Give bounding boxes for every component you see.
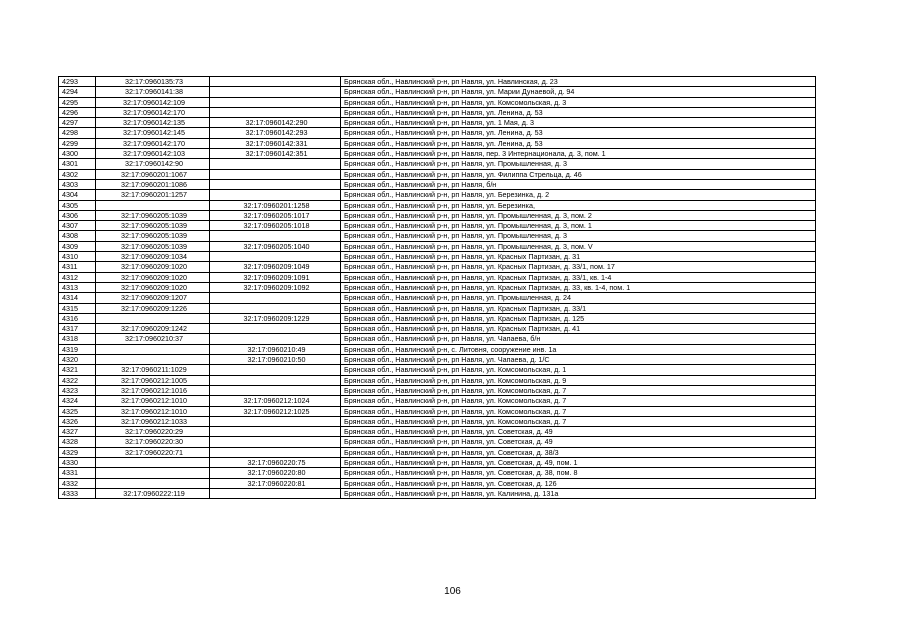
row-number-cell: 4321 xyxy=(59,365,96,375)
cadastral-register-table xyxy=(58,76,816,499)
address-cell: Брянская обл., Навлинский р-н, рп Навля, ул. Промышленная, д. 3, пом. 2 xyxy=(341,210,816,220)
related-cadastral-number-cell xyxy=(210,416,341,426)
related-cadastral-number-cell: 32:17:0960205:1018 xyxy=(210,221,341,231)
related-cadastral-number-cell xyxy=(210,231,341,241)
cadastral-number-cell xyxy=(96,313,210,323)
related-cadastral-number-cell: 32:17:0960210:50 xyxy=(210,355,341,365)
related-cadastral-number-cell: 32:17:0960220:75 xyxy=(210,457,341,467)
cadastral-number-cell xyxy=(96,478,210,488)
table-row xyxy=(59,252,816,262)
page-number: 106 xyxy=(444,586,461,597)
row-number-cell: 4297 xyxy=(59,118,96,128)
row-number-cell: 4301 xyxy=(59,159,96,169)
related-cadastral-number-cell: 32:17:0960142:290 xyxy=(210,118,341,128)
table-row xyxy=(59,406,816,416)
row-number-cell: 4328 xyxy=(59,437,96,447)
address-cell: Брянская обл., Навлинский р-н, рп Навля, ул. Комсомольская, д. 7 xyxy=(341,406,816,416)
cadastral-number-cell: 32:17:0960212:1010 xyxy=(96,406,210,416)
table-row xyxy=(59,262,816,272)
cadastral-number-cell: 32:17:0960212:1033 xyxy=(96,416,210,426)
address-cell: Брянская обл., Навлинский р-н, рп Навля, ул. Промышленная, д. 3, пом. V xyxy=(341,241,816,251)
address-cell: Брянская обл., Навлинский р-н, рп Навля, ул. Советская, д. 38, пом. 8 xyxy=(341,468,816,478)
row-number-cell: 4318 xyxy=(59,334,96,344)
cadastral-number-cell: 32:17:0960141:38 xyxy=(96,87,210,97)
row-number-cell: 4293 xyxy=(59,77,96,87)
table-row xyxy=(59,200,816,210)
table-row xyxy=(59,231,816,241)
row-number-cell: 4308 xyxy=(59,231,96,241)
row-number-cell: 4327 xyxy=(59,427,96,437)
cadastral-number-cell: 32:17:0960212:1005 xyxy=(96,375,210,385)
related-cadastral-number-cell xyxy=(210,159,341,169)
address-cell: Брянская обл., Навлинский р-н, рп Навля, ул. Красных Партизан, д. 31 xyxy=(341,252,816,262)
table-row xyxy=(59,334,816,344)
table-row xyxy=(59,396,816,406)
table-row xyxy=(59,488,816,498)
cadastral-number-cell: 32:17:0960209:1020 xyxy=(96,282,210,292)
cadastral-number-cell: 32:17:0960209:1020 xyxy=(96,272,210,282)
address-cell: Брянская обл., Навлинский р-н, рп Навля, ул. Чапаева, д. 1/С xyxy=(341,355,816,365)
row-number-cell: 4323 xyxy=(59,385,96,395)
table-row xyxy=(59,468,816,478)
cadastral-number-cell: 32:17:0960205:1039 xyxy=(96,241,210,251)
table-row xyxy=(59,416,816,426)
address-cell: Брянская обл., Навлинский р-н, рп Навля, ул. Советская, д. 126 xyxy=(341,478,816,488)
cadastral-number-cell xyxy=(96,200,210,210)
related-cadastral-number-cell: 32:17:0960209:1091 xyxy=(210,272,341,282)
related-cadastral-number-cell xyxy=(210,375,341,385)
row-number-cell: 4319 xyxy=(59,344,96,354)
cadastral-number-cell: 32:17:0960201:1257 xyxy=(96,190,210,200)
cadastral-number-cell: 32:17:0960201:1086 xyxy=(96,179,210,189)
row-number-cell: 4312 xyxy=(59,272,96,282)
table-row xyxy=(59,118,816,128)
related-cadastral-number-cell: 32:17:0960209:1049 xyxy=(210,262,341,272)
related-cadastral-number-cell: 32:17:0960209:1092 xyxy=(210,282,341,292)
related-cadastral-number-cell xyxy=(210,293,341,303)
related-cadastral-number-cell xyxy=(210,324,341,334)
related-cadastral-number-cell xyxy=(210,107,341,117)
table-row xyxy=(59,344,816,354)
table-row xyxy=(59,179,816,189)
row-number-cell: 4315 xyxy=(59,303,96,313)
related-cadastral-number-cell: 32:17:0960205:1040 xyxy=(210,241,341,251)
row-number-cell: 4299 xyxy=(59,138,96,148)
cadastral-number-cell: 32:17:0960135:73 xyxy=(96,77,210,87)
related-cadastral-number-cell: 32:17:0960142:331 xyxy=(210,138,341,148)
address-cell: Брянская обл., Навлинский р-н, рп Навля, ул. Комсомольская, д. 9 xyxy=(341,375,816,385)
related-cadastral-number-cell: 32:17:0960212:1025 xyxy=(210,406,341,416)
table-row xyxy=(59,385,816,395)
cadastral-number-cell: 32:17:0960142:109 xyxy=(96,97,210,107)
table-row xyxy=(59,221,816,231)
address-cell: Брянская обл., Навлинский р-н, рп Навля, ул. Красных Партизан, д. 41 xyxy=(341,324,816,334)
cadastral-number-cell: 32:17:0960201:1067 xyxy=(96,169,210,179)
table-row xyxy=(59,159,816,169)
cadastral-number-cell: 32:17:0960212:1010 xyxy=(96,396,210,406)
row-number-cell: 4330 xyxy=(59,457,96,467)
row-number-cell: 4333 xyxy=(59,488,96,498)
cadastral-number-cell: 32:17:0960209:1242 xyxy=(96,324,210,334)
related-cadastral-number-cell: 32:17:0960142:351 xyxy=(210,149,341,159)
row-number-cell: 4331 xyxy=(59,468,96,478)
table-row xyxy=(59,210,816,220)
cadastral-number-cell: 32:17:0960142:170 xyxy=(96,138,210,148)
row-number-cell: 4326 xyxy=(59,416,96,426)
cadastral-number-cell: 32:17:0960142:170 xyxy=(96,107,210,117)
related-cadastral-number-cell xyxy=(210,334,341,344)
row-number-cell: 4311 xyxy=(59,262,96,272)
address-cell: Брянская обл., Навлинский р-н, рп Навля, ул. Чапаева, б/н xyxy=(341,334,816,344)
row-number-cell: 4295 xyxy=(59,97,96,107)
related-cadastral-number-cell: 32:17:0960142:293 xyxy=(210,128,341,138)
table-row xyxy=(59,293,816,303)
table-row xyxy=(59,303,816,313)
cadastral-number-cell: 32:17:0960212:1016 xyxy=(96,385,210,395)
table-row xyxy=(59,447,816,457)
row-number-cell: 4303 xyxy=(59,179,96,189)
address-cell: Брянская обл., Навлинский р-н, рп Навля, ул. Красных Партизан, д. 33/1 xyxy=(341,303,816,313)
related-cadastral-number-cell xyxy=(210,252,341,262)
address-cell: Брянская обл., Навлинский р-н, рп Навля, ул. Комсомольская, д. 1 xyxy=(341,365,816,375)
address-cell: Брянская обл., Навлинский р-н, рп Навля, ул. Комсомольская, д. 3 xyxy=(341,97,816,107)
row-number-cell: 4307 xyxy=(59,221,96,231)
table-row xyxy=(59,355,816,365)
row-number-cell: 4294 xyxy=(59,87,96,97)
table-row xyxy=(59,128,816,138)
address-cell: Брянская обл., Навлинский р-н, рп Навля, ул. Советская, д. 49 xyxy=(341,427,816,437)
row-number-cell: 4324 xyxy=(59,396,96,406)
table-row xyxy=(59,282,816,292)
row-number-cell: 4316 xyxy=(59,313,96,323)
row-number-cell: 4322 xyxy=(59,375,96,385)
cadastral-number-cell: 32:17:0960211:1029 xyxy=(96,365,210,375)
cadastral-number-cell: 32:17:0960209:1226 xyxy=(96,303,210,313)
table-row xyxy=(59,457,816,467)
row-number-cell: 4325 xyxy=(59,406,96,416)
cadastral-number-cell xyxy=(96,355,210,365)
cadastral-number-cell: 32:17:0960205:1039 xyxy=(96,210,210,220)
row-number-cell: 4329 xyxy=(59,447,96,457)
cadastral-number-cell: 32:17:0960209:1207 xyxy=(96,293,210,303)
related-cadastral-number-cell xyxy=(210,77,341,87)
cadastral-number-cell: 32:17:0960222:119 xyxy=(96,488,210,498)
related-cadastral-number-cell xyxy=(210,303,341,313)
row-number-cell: 4306 xyxy=(59,210,96,220)
row-number-cell: 4296 xyxy=(59,107,96,117)
related-cadastral-number-cell xyxy=(210,365,341,375)
address-cell: Брянская обл., Навлинский р-н, рп Навля, ул. Ленина, д. 53 xyxy=(341,107,816,117)
related-cadastral-number-cell: 32:17:0960210:49 xyxy=(210,344,341,354)
row-number-cell: 4313 xyxy=(59,282,96,292)
address-cell: Брянская обл., Навлинский р-н, рп Навля, ул. Промышленная, д. 3 xyxy=(341,231,816,241)
table-row xyxy=(59,97,816,107)
address-cell: Брянская обл., Навлинский р-н, рп Навля, ул. Ленина, д. 53 xyxy=(341,128,816,138)
register-table-body xyxy=(59,77,816,499)
address-cell: Брянская обл., Навлинский р-н, рп Навля, ул. Советская, д. 49, пом. 1 xyxy=(341,457,816,467)
related-cadastral-number-cell xyxy=(210,190,341,200)
related-cadastral-number-cell: 32:17:0960209:1229 xyxy=(210,313,341,323)
cadastral-number-cell: 32:17:0960210:37 xyxy=(96,334,210,344)
address-cell: Брянская обл., Навлинский р-н, рп Навля, ул. Комсомольская, д. 7 xyxy=(341,396,816,406)
related-cadastral-number-cell: 32:17:0960220:81 xyxy=(210,478,341,488)
related-cadastral-number-cell xyxy=(210,437,341,447)
address-cell: Брянская обл., Навлинский р-н, рп Навля, ул. Красных Партизан, д. 33, кв. 1-4, пом. 1 xyxy=(341,282,816,292)
address-cell: Брянская обл., Навлинский р-н, с. Литовня, сооружение инв. 1а xyxy=(341,344,816,354)
related-cadastral-number-cell: 32:17:0960212:1024 xyxy=(210,396,341,406)
address-cell: Брянская обл., Навлинский р-н, рп Навля, ул. Марии Дунаевой, д. 94 xyxy=(341,87,816,97)
cadastral-number-cell: 32:17:0960142:90 xyxy=(96,159,210,169)
related-cadastral-number-cell xyxy=(210,179,341,189)
table-row xyxy=(59,77,816,87)
row-number-cell: 4314 xyxy=(59,293,96,303)
address-cell: Брянская обл., Навлинский р-н, рп Навля, ул. Комсомольская, д. 7 xyxy=(341,385,816,395)
address-cell: Брянская обл., Навлинский р-н, рп Навля, ул. Ленина, д. 53 xyxy=(341,138,816,148)
cadastral-number-cell: 32:17:0960142:103 xyxy=(96,149,210,159)
cadastral-number-cell: 32:17:0960220:71 xyxy=(96,447,210,457)
address-cell: Брянская обл., Навлинский р-н, рп Навля, ул. Промышленная, д. 24 xyxy=(341,293,816,303)
related-cadastral-number-cell xyxy=(210,447,341,457)
related-cadastral-number-cell xyxy=(210,97,341,107)
row-number-cell: 4298 xyxy=(59,128,96,138)
address-cell: Брянская обл., Навлинский р-н, рп Навля, ул. Калинина, д. 131а xyxy=(341,488,816,498)
address-cell: Брянская обл., Навлинский р-н, рп Навля, ул. 1 Мая, д. 3 xyxy=(341,118,816,128)
address-cell: Брянская обл., Навлинский р-н, рп Навля, ул. Советская, д. 49 xyxy=(341,437,816,447)
related-cadastral-number-cell xyxy=(210,169,341,179)
table-row xyxy=(59,241,816,251)
table-row xyxy=(59,87,816,97)
address-cell: Брянская обл., Навлинский р-н, рп Навля, ул. Красных Партизан, д. 125 xyxy=(341,313,816,323)
cadastral-number-cell: 32:17:0960205:1039 xyxy=(96,221,210,231)
table-row xyxy=(59,478,816,488)
address-cell: Брянская обл., Навлинский р-н, рп Навля, ул. Березинка, xyxy=(341,200,816,210)
address-cell: Брянская обл., Навлинский р-н, рп Навля, ул. Комсомольская, д. 7 xyxy=(341,416,816,426)
address-cell: Брянская обл., Навлинский р-н, рп Навля, ул. Красных Партизан, д. 33/1, пом. 17 xyxy=(341,262,816,272)
related-cadastral-number-cell: 32:17:0960201:1258 xyxy=(210,200,341,210)
table-row xyxy=(59,427,816,437)
row-number-cell: 4317 xyxy=(59,324,96,334)
related-cadastral-number-cell xyxy=(210,488,341,498)
address-cell: Брянская обл., Навлинский р-н, рп Навля, пер. 3 Интернационала, д. 3, пом. 1 xyxy=(341,149,816,159)
address-cell: Брянская обл., Навлинский р-н, рп Навля, ул. Промышленная, д. 3, пом. 1 xyxy=(341,221,816,231)
cadastral-number-cell: 32:17:0960142:145 xyxy=(96,128,210,138)
related-cadastral-number-cell: 32:17:0960220:80 xyxy=(210,468,341,478)
table-row xyxy=(59,107,816,117)
address-cell: Брянская обл., Навлинский р-н, рп Навля, ул. Навлинская, д. 23 xyxy=(341,77,816,87)
address-cell: Брянская обл., Навлинский р-н, рп Навля, ул. Березинка, д. 2 xyxy=(341,190,816,200)
cadastral-number-cell: 32:17:0960209:1020 xyxy=(96,262,210,272)
cadastral-number-cell: 32:17:0960220:30 xyxy=(96,437,210,447)
cadastral-number-cell: 32:17:0960220:29 xyxy=(96,427,210,437)
row-number-cell: 4309 xyxy=(59,241,96,251)
row-number-cell: 4304 xyxy=(59,190,96,200)
table-row xyxy=(59,149,816,159)
address-cell: Брянская обл., Навлинский р-н, рп Навля, ул. Промышленная, д. 3 xyxy=(341,159,816,169)
cadastral-number-cell xyxy=(96,344,210,354)
table-row xyxy=(59,272,816,282)
table-row xyxy=(59,138,816,148)
row-number-cell: 4332 xyxy=(59,478,96,488)
table-row xyxy=(59,324,816,334)
row-number-cell: 4320 xyxy=(59,355,96,365)
address-cell: Брянская обл., Навлинский р-н, рп Навля, ул. Советская, д. 38/3 xyxy=(341,447,816,457)
address-cell: Брянская обл., Навлинский р-н, рп Навля, б/н xyxy=(341,179,816,189)
related-cadastral-number-cell xyxy=(210,385,341,395)
related-cadastral-number-cell xyxy=(210,87,341,97)
table-row xyxy=(59,190,816,200)
cadastral-number-cell: 32:17:0960209:1034 xyxy=(96,252,210,262)
row-number-cell: 4310 xyxy=(59,252,96,262)
row-number-cell: 4300 xyxy=(59,149,96,159)
row-number-cell: 4302 xyxy=(59,169,96,179)
table-row xyxy=(59,313,816,323)
table-row xyxy=(59,437,816,447)
row-number-cell: 4305 xyxy=(59,200,96,210)
related-cadastral-number-cell: 32:17:0960205:1017 xyxy=(210,210,341,220)
cadastral-number-cell: 32:17:0960205:1039 xyxy=(96,231,210,241)
table-row xyxy=(59,169,816,179)
cadastral-number-cell xyxy=(96,468,210,478)
cadastral-number-cell xyxy=(96,457,210,467)
address-cell: Брянская обл., Навлинский р-н, рп Навля, ул. Филиппа Стрельца, д. 46 xyxy=(341,169,816,179)
table-row xyxy=(59,375,816,385)
cadastral-number-cell: 32:17:0960142:135 xyxy=(96,118,210,128)
related-cadastral-number-cell xyxy=(210,427,341,437)
table-row xyxy=(59,365,816,375)
address-cell: Брянская обл., Навлинский р-н, рп Навля, ул. Красных Партизан, д. 33/1, кв. 1-4 xyxy=(341,272,816,282)
